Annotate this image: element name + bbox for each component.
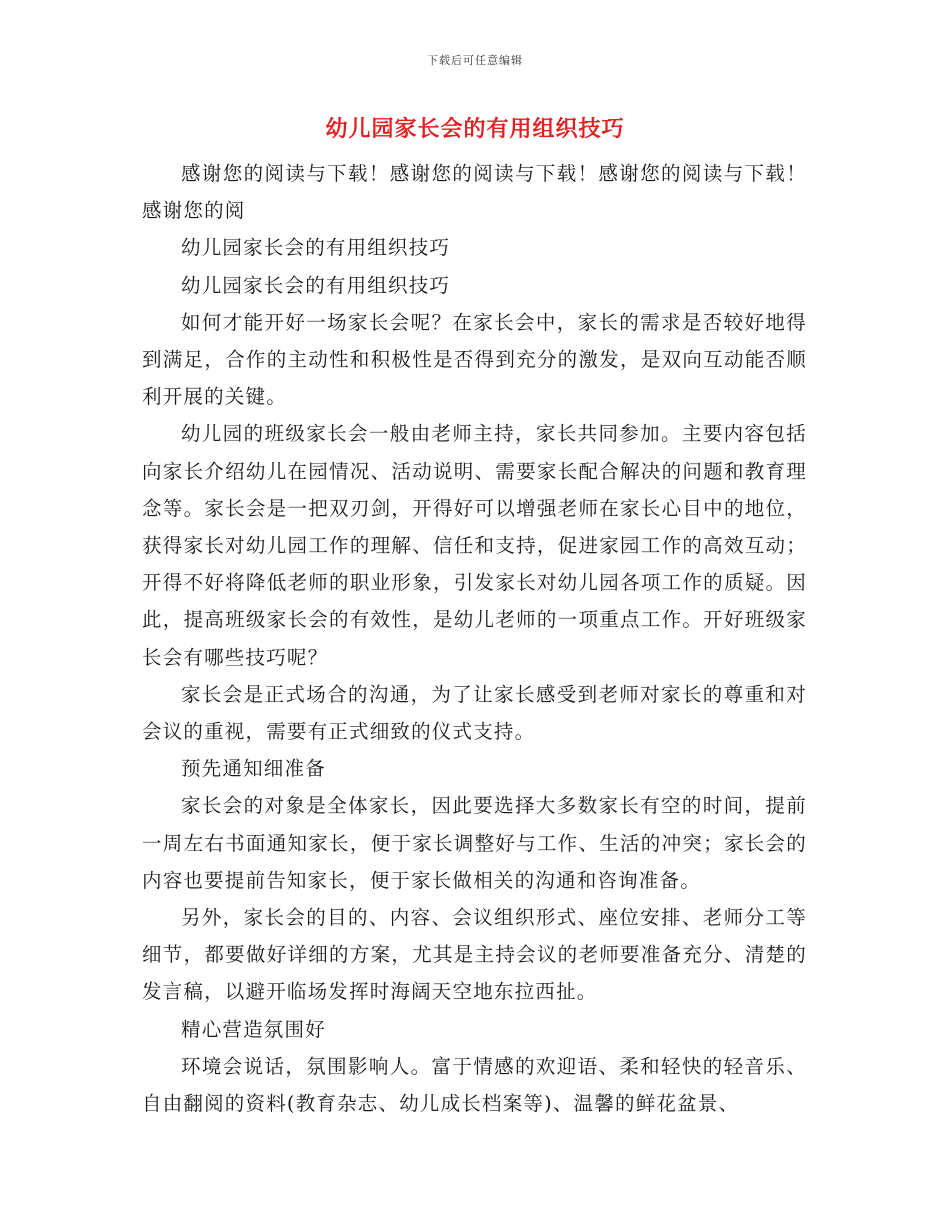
section-heading: 精心营造氛围好 — [181, 1017, 326, 1041]
paragraph: 家长会的对象是全体家长，因此要选择大多数家长有空的时间，提前一周左右书面通知家长，便于家长调整好与工作、生活的冲突；家长会的内容也要提前告知家长，便于家长做相关的沟通和咨询准备。 — [142, 794, 807, 892]
paragraph: 幼儿园家长会的有用组织技巧 — [181, 273, 451, 297]
paragraph: 幼儿园家长会的有用组织技巧 — [181, 236, 451, 260]
paragraph: 如何才能开好一场家长会呢？在家长会中，家长的需求是否较好地得到满足，合作的主动性和积极性是否得到充分的激发，是双向互动能否顺利开展的关键。 — [142, 310, 807, 409]
page-header: 下载后可任意编辑 — [427, 54, 523, 67]
paragraph: 感谢您的阅读与下载！感谢您的阅读与下载！感谢您的阅读与下载！感谢您的阅 — [142, 162, 807, 223]
paragraph: 幼儿园的班级家长会一般由老师主持，家长共同参加。主要内容包括向家长介绍幼儿在园情况、活动说明、需要家长配合解决的问题和教育理念等。家长会是一把双刃剑，开得好可以增强老师在家长心目中的地位，获得家长对幼儿园工作的理解、信任和支持，促进家园工作的高效互动；开得不好将降低老师的职业形象，引发家长对幼儿园各项工作的质疑。因此，提高班级家长会的有效性，是幼儿老师的一项重点工作。开好班级家长会有哪些技巧呢？ — [142, 422, 807, 669]
paragraph: 另外，家长会的目的、内容、会议组织形式、座位安排、老师分工等细节，都要做好详细的方案，尤其是主持会议的老师要准备充分、清楚的发言稿，以避开临场发挥时海阔天空地东拉西扯。 — [142, 906, 807, 1004]
section-heading: 预先通知细准备 — [181, 757, 326, 781]
document-title: 幼儿园家长会的有用组织技巧 — [325, 116, 625, 142]
paragraph: 家长会是正式场合的沟通，为了让家长感受到老师对家长的尊重和对会议的重视，需要有正式细致的仪式支持。 — [142, 682, 807, 744]
paragraph: 环境会说话，氛围影响人。富于情感的欢迎语、柔和轻快的轻音乐、自由翻阅的资料(教育杂志、幼儿成长档案等)、温馨的鲜花盆景、 — [142, 1054, 807, 1116]
document-body — [142, 155, 807, 1122]
